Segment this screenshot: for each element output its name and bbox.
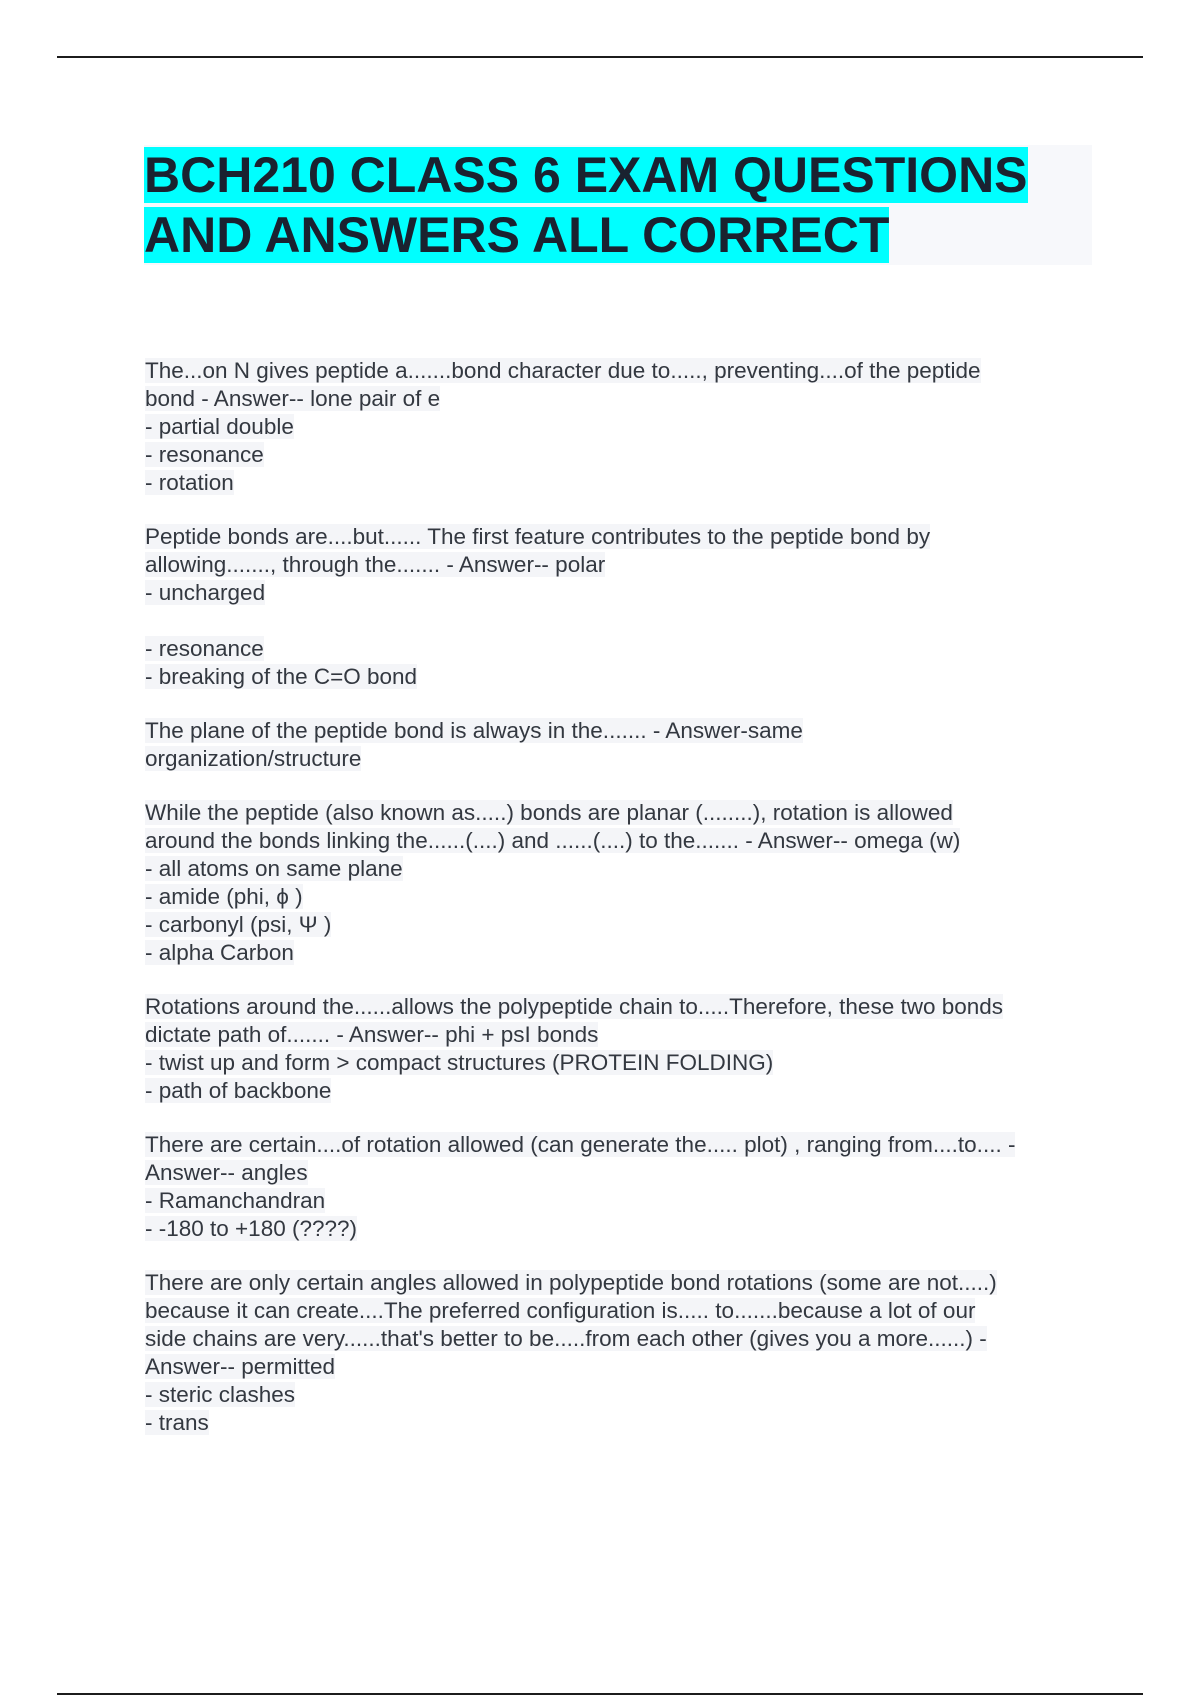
- qa-line: [145, 939, 1090, 967]
- qa-text: The...on N gives peptide a.......bond character due to....., preventing....of the peptide: [145, 358, 981, 383]
- qa-line: [145, 579, 1090, 607]
- top-rule: [57, 56, 1143, 58]
- qa-text: allowing......., through the....... - Answer-- polar: [145, 552, 606, 577]
- qa-list: [145, 357, 1090, 1463]
- blank-line: [145, 607, 1090, 635]
- qa-text: organization/structure: [145, 746, 362, 771]
- qa-line: [145, 993, 1090, 1021]
- qa-line: [145, 413, 1090, 441]
- qa-text: - trans: [145, 1410, 209, 1435]
- qa-line: [145, 855, 1090, 883]
- qa-text: dictate path of....... - Answer-- phi + psI bonds: [145, 1022, 599, 1047]
- qa-line: [145, 663, 1090, 691]
- qa-text: - Ramanchandran: [145, 1188, 326, 1213]
- qa-line: [145, 911, 1090, 939]
- qa-item: [145, 717, 1090, 773]
- title-block: [144, 145, 1092, 265]
- qa-text: Answer-- angles: [145, 1160, 308, 1185]
- qa-line: [145, 441, 1090, 469]
- qa-text: - breaking of the C=O bond: [145, 664, 418, 689]
- qa-line: [145, 717, 1090, 745]
- qa-text: - steric clashes: [145, 1382, 296, 1407]
- qa-line: [145, 469, 1090, 497]
- qa-text: Peptide bonds are....but...... The first feature contributes to the peptide bond by: [145, 524, 931, 549]
- qa-text: Answer-- permitted: [145, 1354, 336, 1379]
- qa-line: [145, 357, 1090, 385]
- title-line-2: AND ANSWERS ALL CORRECT: [144, 207, 890, 263]
- qa-line: [145, 1131, 1090, 1159]
- qa-text: - amide (phi, ϕ ): [145, 884, 303, 909]
- qa-text: - twist up and form > compact structures (PROTEIN FOLDING): [145, 1050, 774, 1075]
- qa-item: [145, 799, 1090, 967]
- qa-line: [145, 1159, 1090, 1187]
- qa-text: There are certain....of rotation allowed (can generate the..... plot) , ranging from....to.... -: [145, 1132, 1016, 1157]
- qa-text: - path of backbone: [145, 1078, 332, 1103]
- qa-line: [145, 1021, 1090, 1049]
- qa-text: - rotation: [145, 470, 234, 495]
- qa-text: The plane of the peptide bond is always in the....... - Answer-same: [145, 718, 803, 743]
- qa-item: [145, 1131, 1090, 1243]
- qa-line: [145, 1269, 1090, 1297]
- qa-line: [145, 1215, 1090, 1243]
- qa-text: There are only certain angles allowed in polypeptide bond rotations (some are not.....): [145, 1270, 997, 1295]
- qa-text: - -180 to +180 (????): [145, 1216, 358, 1241]
- qa-line: [145, 635, 1090, 663]
- qa-text: side chains are very......that's better to be.....from each other (gives you a more......) -: [145, 1326, 987, 1351]
- qa-line: [145, 1187, 1090, 1215]
- qa-item: [145, 357, 1090, 497]
- qa-line: [145, 883, 1090, 911]
- qa-text: - partial double: [145, 414, 294, 439]
- qa-line: [145, 523, 1090, 551]
- qa-item: [145, 1269, 1090, 1437]
- qa-text: - resonance: [145, 442, 264, 467]
- qa-text: around the bonds linking the......(....) and ......(....) to the....... - Answer-- omega (w): [145, 828, 961, 853]
- page-title: [144, 145, 1092, 265]
- qa-line: [145, 1325, 1090, 1353]
- qa-line: [145, 827, 1090, 855]
- qa-item: [145, 523, 1090, 691]
- qa-line: [145, 1077, 1090, 1105]
- qa-text: because it can create....The preferred configuration is..... to.......because a lot of our: [145, 1298, 976, 1323]
- qa-text: - all atoms on same plane: [145, 856, 403, 881]
- qa-line: [145, 799, 1090, 827]
- bottom-rule: [57, 1693, 1143, 1695]
- qa-text: bond - Answer-- lone pair of e: [145, 386, 441, 411]
- qa-text: - uncharged: [145, 580, 266, 605]
- qa-line: [145, 1353, 1090, 1381]
- qa-text: - resonance: [145, 636, 264, 661]
- qa-text: - carbonyl (psi, Ψ ): [145, 912, 332, 937]
- qa-text: While the peptide (also known as.....) bonds are planar (........), rotation is allowed: [145, 800, 953, 825]
- qa-line: [145, 1409, 1090, 1437]
- qa-line: [145, 1049, 1090, 1077]
- qa-line: [145, 1297, 1090, 1325]
- qa-line: [145, 745, 1090, 773]
- title-line-1: BCH210 CLASS 6 EXAM QUESTIONS: [144, 147, 1028, 203]
- qa-line: [145, 1381, 1090, 1409]
- qa-line: [145, 385, 1090, 413]
- qa-line: [145, 551, 1090, 579]
- qa-item: [145, 993, 1090, 1105]
- qa-text: - alpha Carbon: [145, 940, 294, 965]
- qa-text: Rotations around the......allows the polypeptide chain to.....Therefore, these two bonds: [145, 994, 1004, 1019]
